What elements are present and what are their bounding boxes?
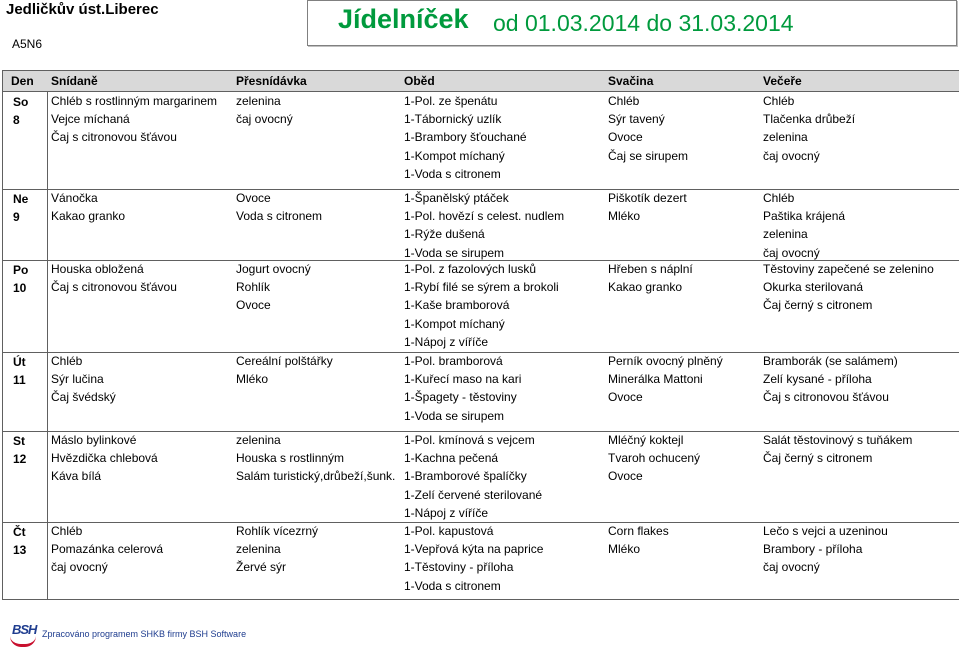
institution-name: Jedličkův úst.Liberec xyxy=(6,1,159,18)
menu-item: 1-Španělský ptáček xyxy=(404,191,509,205)
menu-item: Chléb xyxy=(608,94,640,108)
menu-item: 1-Bramborové špalíčky xyxy=(404,469,527,484)
day-number: 11 xyxy=(13,373,26,387)
menu-item: Čaj černý s citronem xyxy=(763,451,873,466)
lunch-cell xyxy=(404,92,527,183)
breakfast-cell xyxy=(51,352,116,407)
header-snack1: Přesnídávka xyxy=(236,74,307,88)
menu-item: Mléko xyxy=(608,542,641,557)
menu-item: Bramborák (se salámem) xyxy=(763,354,898,368)
menu-item: 1-Brambory šťouchané xyxy=(404,130,527,145)
snack1-cell xyxy=(236,189,322,225)
dinner-cell xyxy=(763,431,912,467)
dinner-cell xyxy=(763,522,888,577)
menu-item: zelenina xyxy=(763,130,808,145)
menu-item: Čaj se sirupem xyxy=(608,148,689,163)
menu-item: Jogurt ovocný xyxy=(236,262,311,276)
lunch-cell xyxy=(404,352,521,425)
menu-item: zelenina xyxy=(236,542,281,557)
menu-item: Brambory - příloha xyxy=(763,542,863,557)
menu-item: Vánočka xyxy=(51,191,98,205)
menu-item: Sýr tavený xyxy=(608,112,665,127)
day-number: 12 xyxy=(13,452,27,466)
menu-item: 1-Voda s citronem xyxy=(404,166,501,181)
menu-item: Čaj s citronovou šťávou xyxy=(763,390,889,405)
menu-item: Hvězdička chlebová xyxy=(51,451,158,466)
menu-item: Tlačenka drůbeží xyxy=(763,112,856,127)
menu-item: 1-Nápoj z víříče xyxy=(404,334,489,349)
menu-item: Máslo bylinkové xyxy=(51,433,137,447)
lunch-cell xyxy=(404,189,564,262)
breakfast-cell xyxy=(51,189,125,225)
breakfast-cell xyxy=(51,431,158,486)
menu-item: zelenina xyxy=(236,94,281,108)
day-abbr: Ne xyxy=(13,192,29,206)
menu-item: Perník ovocný plněný xyxy=(608,354,723,368)
menu-item: čaj ovocný xyxy=(236,112,293,127)
menu-item: Ovoce xyxy=(608,390,643,405)
footer-note: Zpracováno programem SHKB firmy BSH Software xyxy=(42,629,247,639)
menu-item: Mléčný koktejl xyxy=(608,433,684,447)
menu-item: Cereální polštářky xyxy=(236,354,333,368)
menu-item: Lečo s vejci a uzeninou xyxy=(763,524,888,538)
logo-swoosh-icon xyxy=(10,636,36,647)
header-breakfast: Snídaně xyxy=(51,74,98,88)
menu-item: Houska obložená xyxy=(51,262,144,276)
menu-item: 1-Rýže dušená xyxy=(404,227,485,242)
menu-item: 1-Nápoj z víříče xyxy=(404,505,489,520)
menu-item: 1-Tábornický uzlík xyxy=(404,112,502,127)
menu-item: 1-Zelí červené sterilované xyxy=(404,487,543,502)
menu-item: 1-Pol. z fazolových lusků xyxy=(404,262,537,276)
snack1-cell xyxy=(236,260,311,315)
day-abbr: Čt xyxy=(13,525,26,539)
menu-item: Těstoviny zapečené se zelenino xyxy=(763,262,934,276)
menu-item: 1-Kompot míchaný xyxy=(404,148,505,163)
menu-item: Voda s citronem xyxy=(236,209,323,224)
day-number: 8 xyxy=(13,113,20,127)
menu-item: zelenina xyxy=(236,433,281,447)
menu-item: 1-Kachna pečená xyxy=(404,451,499,466)
day-abbr: Po xyxy=(13,263,29,277)
menu-item: 1-Vepřová kýta na paprice xyxy=(404,542,544,557)
menu-item: Okurka sterilovaná xyxy=(763,280,864,295)
menu-item: Čaj s citronovou šťávou xyxy=(51,280,177,295)
menu-table xyxy=(2,70,959,600)
menu-item: 1-Pol. bramborová xyxy=(404,354,503,368)
menu-item: Hřeben s náplní xyxy=(608,262,693,276)
breakfast-cell xyxy=(51,522,163,577)
menu-item: Tvaroh ochucený xyxy=(608,451,701,466)
table-header xyxy=(3,71,959,92)
menu-item: čaj ovocný xyxy=(51,560,108,575)
dinner-cell xyxy=(763,189,845,262)
menu-item: Vejce míchaná xyxy=(51,112,130,127)
menu-item: 1-Špagety - těstoviny xyxy=(404,390,517,405)
menu-item: 1-Pol. hovězí s celest. nudlem xyxy=(404,209,565,224)
header-dinner: Večeře xyxy=(763,74,802,88)
snack2-cell xyxy=(608,92,688,165)
day-number: 9 xyxy=(13,210,20,224)
menu-item: 1-Rybí filé se sýrem a brokoli xyxy=(404,280,559,295)
logo-text: BSH xyxy=(12,622,37,637)
dinner-cell xyxy=(763,92,855,165)
menu-item: Ovoce xyxy=(608,469,643,484)
snack1-cell xyxy=(236,522,318,577)
menu-item: Čaj švédský xyxy=(51,390,116,405)
menu-item: Káva bílá xyxy=(51,469,102,484)
dinner-cell xyxy=(763,260,934,315)
snack1-cell xyxy=(236,92,293,128)
day-abbr: Út xyxy=(13,355,26,369)
menu-item: Chléb xyxy=(51,354,83,368)
menu-item: 1-Těstoviny - příloha xyxy=(404,560,514,575)
menu-item: Kakao granko xyxy=(608,280,683,295)
menu-item: Kakao granko xyxy=(51,209,126,224)
snack2-cell xyxy=(608,522,669,558)
menu-item: Houska s rostlinným xyxy=(236,451,345,466)
header-lunch: Oběd xyxy=(404,74,435,88)
menu-period: od 01.03.2014 do 31.03.2014 xyxy=(493,10,794,36)
day-number: 10 xyxy=(13,281,27,295)
menu-item: 1-Pol. ze špenátu xyxy=(404,94,498,108)
page-title: Jídelníček xyxy=(338,4,469,34)
menu-item: Žervé sýr xyxy=(236,560,287,575)
menu-item: 1-Pol. kmínová s vejcem xyxy=(404,433,535,447)
snack2-cell xyxy=(608,352,723,407)
snack2-cell xyxy=(608,189,687,225)
menu-item: Salát těstovinový s tuňákem xyxy=(763,433,913,447)
menu-item: 1-Kuřecí maso na kari xyxy=(404,372,522,387)
menu-item: Corn flakes xyxy=(608,524,669,538)
menu-item: Chléb xyxy=(763,94,795,108)
snack2-cell xyxy=(608,260,693,296)
menu-item: čaj ovocný xyxy=(763,245,820,260)
menu-item: 1-Kompot míchaný xyxy=(404,316,505,331)
menu-item: 1-Kaše bramborová xyxy=(404,298,510,313)
menu-item: Salám turistický,drůbeží,šunk. xyxy=(236,469,396,484)
menu-item: Čaj černý s citronem xyxy=(763,298,873,313)
snack1-cell xyxy=(236,352,333,388)
menu-item: Paštika krájená xyxy=(763,209,846,224)
menu-item: 1-Pol. kapustová xyxy=(404,524,494,538)
menu-item: Chléb xyxy=(51,524,83,538)
menu-item: zelenina xyxy=(763,227,808,242)
menu-item: Sýr lučina xyxy=(51,372,104,387)
header-day: Den xyxy=(11,74,34,88)
menu-item: čaj ovocný xyxy=(763,148,820,163)
breakfast-cell xyxy=(51,260,177,296)
breakfast-cell xyxy=(51,92,217,147)
menu-item: Piškotík dezert xyxy=(608,191,687,205)
lunch-cell xyxy=(404,431,542,522)
header-snack2: Svačina xyxy=(608,74,654,88)
menu-item: Ovoce xyxy=(236,191,271,205)
menu-item: 1-Voda se sirupem xyxy=(404,245,505,260)
form-code: A5N6 xyxy=(12,37,43,51)
lunch-cell xyxy=(404,522,543,595)
menu-item: Zelí kysané - příloha xyxy=(763,372,872,387)
menu-item: Ovoce xyxy=(608,130,643,145)
snack1-cell xyxy=(236,431,395,486)
menu-item: Chléb xyxy=(763,191,795,205)
menu-item: Chléb s rostlinným margarinem xyxy=(51,94,218,108)
menu-item: Mléko xyxy=(608,209,641,224)
menu-item: 1-Voda s citronem xyxy=(404,578,501,593)
menu-item: Rohlík vícezrný xyxy=(236,524,319,538)
bsh-logo xyxy=(8,622,38,646)
menu-item: Rohlík xyxy=(236,280,271,295)
title-box xyxy=(307,0,957,46)
day-abbr: So xyxy=(13,95,29,109)
dinner-cell xyxy=(763,352,898,407)
menu-item: Mléko xyxy=(236,372,269,387)
menu-item: Ovoce xyxy=(236,298,271,313)
menu-item: čaj ovocný xyxy=(763,560,820,575)
lunch-cell xyxy=(404,260,559,351)
menu-item: Čaj s citronovou šťávou xyxy=(51,130,177,145)
menu-item: Pomazánka celerová xyxy=(51,542,164,557)
day-number: 13 xyxy=(13,543,27,557)
day-abbr: St xyxy=(13,434,25,448)
snack2-cell xyxy=(608,431,700,486)
menu-item: 1-Voda se sirupem xyxy=(404,408,505,423)
menu-item: Minerálka Mattoni xyxy=(608,372,703,387)
